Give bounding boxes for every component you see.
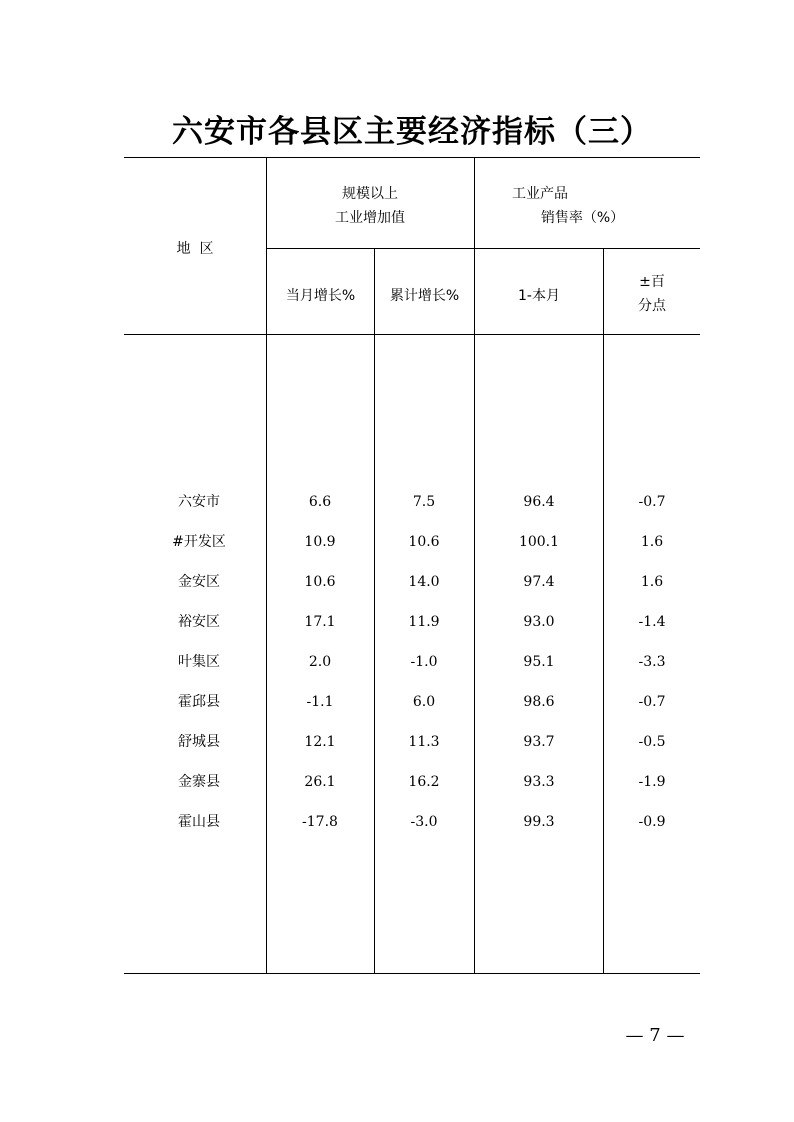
- header-group-industrial-value-line1: 规模以上: [342, 186, 398, 202]
- table-bottom-rule: [124, 973, 700, 974]
- page-number: — 7 —: [625, 1025, 685, 1046]
- table-row: [124, 690, 700, 730]
- header-col-ytd: 1-本月: [518, 288, 560, 304]
- table-row: [124, 810, 700, 850]
- cell-region: 金安区: [178, 574, 220, 590]
- cell-cumulative: -3.0: [410, 814, 438, 830]
- header-col-pp-line2: 分点: [638, 298, 666, 314]
- cell-monthly: 10.9: [304, 534, 336, 550]
- cell-region: 霍山县: [178, 814, 220, 830]
- cell-monthly: 10.6: [304, 574, 336, 590]
- cell-pp: -0.5: [638, 734, 666, 750]
- cell-region: 六安市: [178, 494, 220, 510]
- cell-cumulative: 11.3: [408, 734, 440, 750]
- cell-ytd: 98.6: [523, 694, 555, 710]
- cell-ytd: 96.4: [523, 494, 555, 510]
- cell-pp: -3.3: [638, 654, 666, 670]
- cell-cumulative: 7.5: [412, 494, 436, 510]
- cell-pp: 1.6: [640, 574, 664, 590]
- cell-cumulative: 6.0: [412, 694, 436, 710]
- table-row: [124, 650, 700, 690]
- cell-monthly: 12.1: [304, 734, 336, 750]
- header-group-rule: [267, 248, 700, 249]
- cell-region: 裕安区: [178, 614, 220, 630]
- cell-ytd: 93.7: [523, 734, 555, 750]
- table-top-rule: [124, 157, 700, 158]
- page-title: 六安市各县区主要经济指标（三）: [172, 114, 652, 150]
- cell-cumulative: -1.0: [410, 654, 438, 670]
- cell-pp: 1.6: [640, 534, 664, 550]
- table-row: [124, 490, 700, 530]
- cell-region: 叶集区: [178, 654, 220, 670]
- header-region: 地 区: [176, 241, 214, 257]
- cell-ytd: 97.4: [523, 574, 555, 590]
- table-row: [124, 610, 700, 650]
- cell-ytd: 93.0: [523, 614, 555, 630]
- cell-pp: -0.7: [638, 494, 666, 510]
- table-row: [124, 570, 700, 610]
- header-col-pp-line1: ±百: [639, 274, 665, 290]
- cell-region: 舒城县: [178, 734, 220, 750]
- cell-ytd: 93.3: [523, 774, 555, 790]
- cell-ytd: 99.3: [523, 814, 555, 830]
- cell-region: #开发区: [172, 534, 226, 550]
- cell-pp: -0.7: [638, 694, 666, 710]
- cell-monthly: -1.1: [306, 694, 334, 710]
- header-col-monthly: 当月增长%: [285, 288, 356, 304]
- cell-ytd: 95.1: [523, 654, 555, 670]
- cell-pp: -0.9: [638, 814, 666, 830]
- cell-cumulative: 10.6: [408, 534, 440, 550]
- cell-pp: -1.9: [638, 774, 666, 790]
- header-col-cumulative: 累计增长%: [389, 288, 460, 304]
- header-group-sales-rate-line2: 销售率（%）: [540, 210, 625, 226]
- cell-monthly: 17.1: [304, 614, 336, 630]
- table-row: [124, 530, 700, 570]
- cell-pp: -1.4: [638, 614, 666, 630]
- table-body: [124, 490, 700, 850]
- cell-region: 霍邱县: [178, 694, 220, 710]
- cell-monthly: 2.0: [308, 654, 332, 670]
- cell-cumulative: 16.2: [408, 774, 440, 790]
- table-row: [124, 730, 700, 770]
- cell-monthly: -17.8: [302, 814, 338, 830]
- cell-region: 金寨县: [178, 774, 220, 790]
- cell-cumulative: 14.0: [408, 574, 440, 590]
- header-group-sales-rate-line1: 工业产品: [512, 186, 568, 202]
- header-bottom-rule: [124, 334, 700, 335]
- table-row: [124, 770, 700, 810]
- cell-ytd: 100.1: [518, 534, 560, 550]
- header-group-industrial-value-line2: 工业增加值: [335, 210, 405, 226]
- cell-monthly: 26.1: [304, 774, 336, 790]
- cell-cumulative: 11.9: [408, 614, 440, 630]
- cell-monthly: 6.6: [308, 494, 332, 510]
